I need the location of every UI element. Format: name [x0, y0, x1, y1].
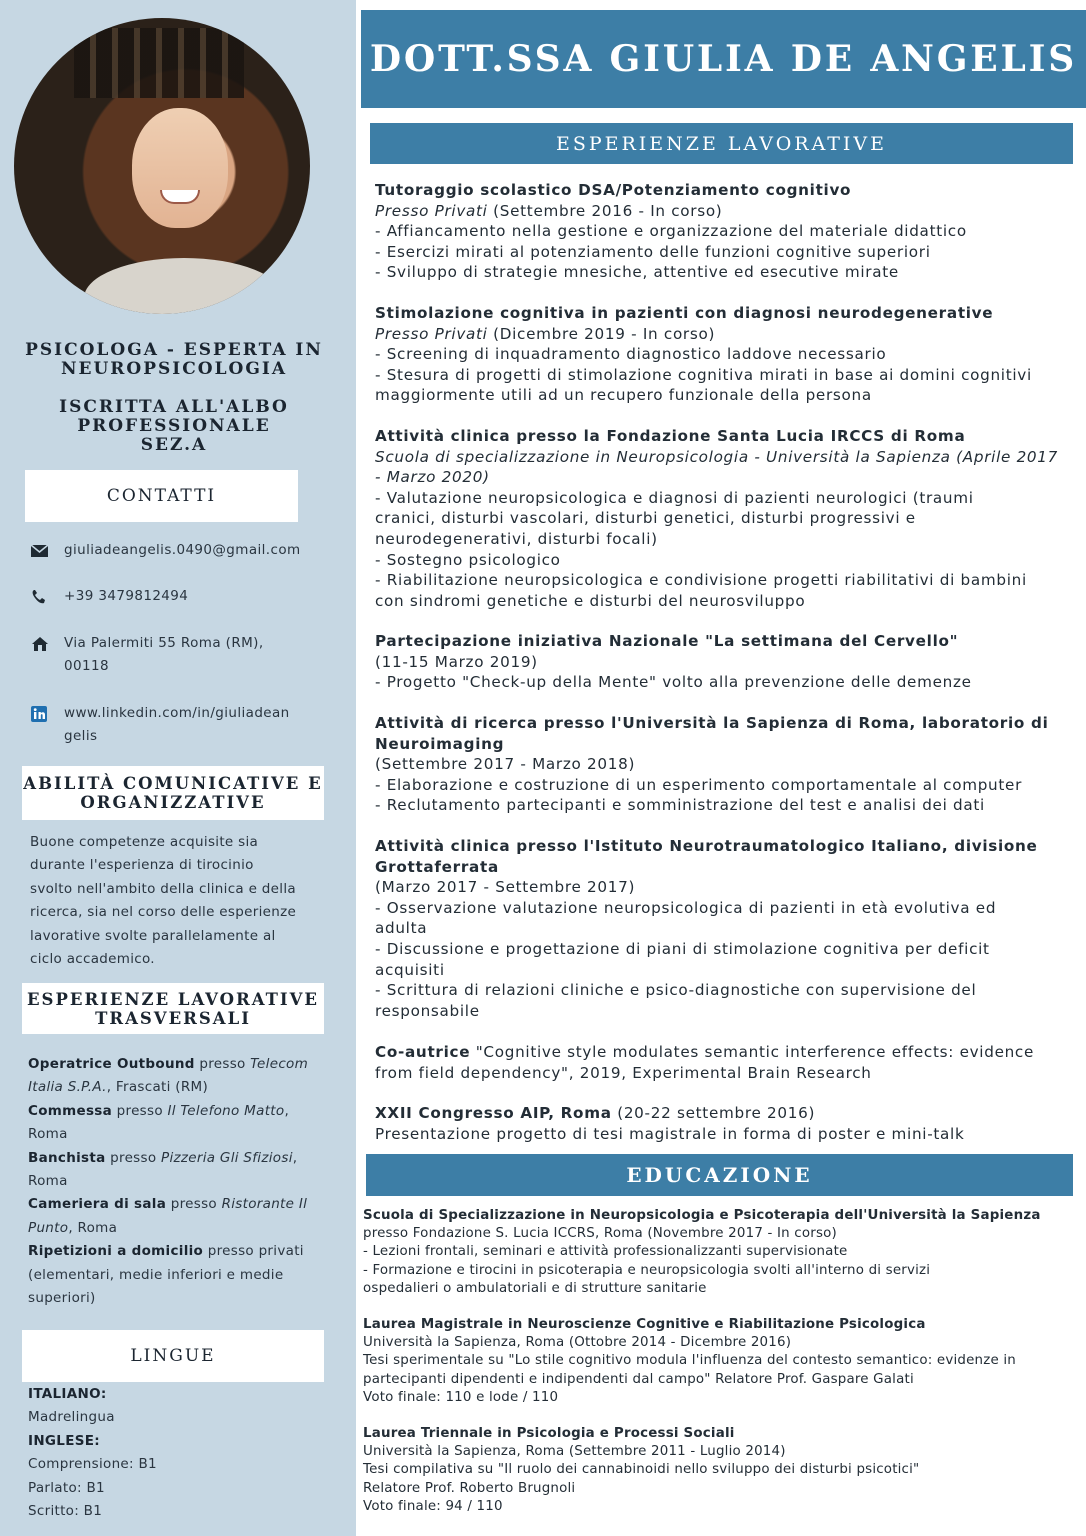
experience-title: Stimolazione cognitiva in pazienti con diagnosi neurodegenerative: [375, 304, 994, 322]
experience-line: [375, 857, 1083, 878]
experience-title: XXII Congresso AIP, Roma: [375, 1104, 612, 1122]
experience-line: [375, 529, 1083, 550]
job-location: ,: [284, 1102, 290, 1119]
experience-line: [375, 960, 1083, 981]
experience-line: [375, 1103, 1083, 1124]
transversal-line: [28, 1264, 328, 1287]
profile-photo: [14, 18, 310, 314]
experience-line: [375, 713, 1083, 734]
transversal-line: [28, 1100, 328, 1123]
experience-detail: - Stesura di progetti di stimolazione cognitiva mirati in base ai domini cognitivi: [375, 365, 1032, 384]
experience-title: Co-autrice: [375, 1043, 471, 1061]
job-text: presso privati: [203, 1243, 304, 1260]
experience-line: [375, 631, 1083, 652]
contact-phone: [30, 585, 330, 609]
contact-address: [30, 632, 330, 680]
transversal-heading-line: TRASVERSALI: [95, 1008, 251, 1028]
education-entry: [363, 1207, 1078, 1298]
transversal-line: [28, 1193, 328, 1216]
transversal-heading: [22, 983, 324, 1034]
mail-icon: [30, 543, 50, 559]
education-line: [363, 1243, 1078, 1261]
education-entry: [363, 1425, 1078, 1516]
experience-detail: - Progetto "Check-up della Mente" volto alla prevenzione delle demenze: [375, 673, 972, 692]
experience-detail: - Sostegno psicologico: [375, 550, 561, 569]
experience-detail: - Esercizi mirati al potenziamento delle funzioni cognitive superiori: [375, 242, 931, 261]
education-detail: partecipanti dipendenti e indipendenti dal campo" Relatore Prof. Gaspare Galati: [363, 1371, 914, 1387]
languages-list: [28, 1383, 328, 1523]
skills-line: ricerca, sia nel corso delle esperienze: [30, 904, 297, 921]
photo-shirt: [84, 258, 284, 314]
education-detail: Relatore Prof. Roberto Brugnoli: [363, 1480, 576, 1496]
language-line: [28, 1430, 328, 1453]
contact-email: [30, 539, 330, 563]
education-line: [363, 1480, 1078, 1498]
transversal-line: [28, 1053, 328, 1076]
skills-line: svolto nell'ambito della clinica e della: [30, 880, 296, 897]
education-detail: - Formazione e tirocini in psicoterapia e neuropsicologia svolti all'interno di servizi: [363, 1262, 931, 1278]
transversal-line: [28, 1076, 328, 1099]
job-text: presso: [112, 1102, 168, 1119]
language-line: [28, 1477, 328, 1500]
experience-line: [375, 570, 1083, 591]
education-line: [363, 1280, 1078, 1298]
job-text: superiori): [28, 1290, 96, 1307]
experience-line: [375, 201, 1083, 222]
employer: Italia S.P.A.: [28, 1079, 107, 1096]
albo-line: PROFESSIONALE: [77, 416, 271, 436]
experience-detail: - Reclutamento partecipanti e somministrazione del test e analisi dei dati: [375, 796, 985, 815]
linkedin-icon: [30, 706, 50, 722]
experience-detail: (Marzo 2017 - Settembre 2017): [375, 878, 636, 897]
experience-detail: acquisiti: [375, 960, 445, 979]
education-detail: Università la Sapienza, Roma (Ottobre 2014 - Dicembre 2016): [363, 1335, 792, 1351]
experience-line: [375, 508, 1083, 529]
job-location: , Roma: [68, 1219, 118, 1236]
experience-line: [375, 344, 1083, 365]
experience-detail: - Discussione e progettazione di piani di stimolazione cognitiva per deficit: [375, 939, 990, 958]
job-text: presso: [105, 1149, 161, 1166]
experience-line: [375, 467, 1083, 488]
experience-line: [375, 1001, 1083, 1022]
experience-line: [375, 836, 1083, 857]
experience-detail: - Elaborazione e costruzione di un esperimento comportamentale al computer: [375, 775, 1023, 794]
education-line: [363, 1389, 1078, 1407]
language-level: Scritto: B1: [28, 1503, 103, 1520]
language-level: Comprensione: B1: [28, 1456, 157, 1473]
education-line: [363, 1334, 1078, 1352]
address-line: Via Palermiti 55 Roma (RM),: [64, 635, 264, 651]
linkedin-link[interactable]: [64, 702, 316, 748]
education-title: Laurea Magistrale in Neuroscienze Cognitive e Riabilitazione Psicologica: [363, 1317, 926, 1332]
education-line: [363, 1207, 1078, 1225]
experience-line: [375, 385, 1083, 406]
language-line: [28, 1453, 328, 1476]
job-title: Banchista: [28, 1149, 106, 1166]
education-line: [363, 1461, 1078, 1479]
experience-detail: responsabile: [375, 1001, 480, 1020]
job-location: ,: [292, 1149, 298, 1166]
experience-line: [375, 324, 1083, 345]
experience-line: [375, 242, 1083, 263]
skills-line: ciclo accademico.: [30, 951, 155, 968]
experience-detail: - Valutazione neuropsicologica e diagnosi di pazienti neurologici (traumi: [375, 488, 974, 507]
experience-line: [375, 591, 1083, 612]
name-banner: [361, 10, 1086, 108]
language-name: ITALIANO:: [28, 1386, 107, 1402]
experience-line: [375, 775, 1083, 796]
experience-detail: adulta: [375, 919, 428, 938]
experience-line: [375, 877, 1083, 898]
education-detail: Tesi compilativa su "Il ruolo dei cannabinoidi nello sviluppo dei disturbi psicotici": [363, 1462, 920, 1478]
experience-line: [375, 550, 1083, 571]
education-detail: ospedalieri o ambulatoriali e di strutture sanitarie: [363, 1280, 707, 1296]
experience-line: [375, 898, 1083, 919]
contacts-heading: CONTATTI: [25, 470, 298, 522]
photo-face: [132, 108, 228, 228]
experience-title: Partecipazione iniziativa Nazionale "La settimana del Cervello": [375, 632, 959, 650]
experience-title: Attività clinica presso la Fondazione Santa Lucia IRCCS di Roma: [375, 427, 966, 445]
email-link[interactable]: giuliadeangelis.0490@gmail.com: [64, 542, 301, 558]
skills-text: [30, 831, 320, 971]
experience-line: [375, 1042, 1083, 1063]
experience-entry: [375, 426, 1083, 611]
job-text: Roma: [28, 1126, 68, 1143]
experience-line: [375, 221, 1083, 242]
page-title: DOTT.SSA GIULIA DE ANGELIS: [369, 38, 1078, 80]
role-line: PSICOLOGA - ESPERTA IN: [25, 340, 323, 360]
experience-line: [375, 734, 1083, 755]
experience-line: [375, 795, 1083, 816]
experience-line: [375, 303, 1083, 324]
skills-heading-line: ORGANIZZATIVE: [80, 793, 266, 812]
experience-detail: from field dependency", 2019, Experimental Brain Research: [375, 1063, 872, 1082]
experience-detail: - Sviluppo di strategie mnesiche, attentive ed esecutive mirate: [375, 263, 899, 282]
experience-entry: [375, 1103, 1083, 1144]
linkedin-line: gelis: [64, 728, 98, 744]
education-line: [363, 1371, 1078, 1389]
experience-line: [375, 1063, 1083, 1084]
language-name: INGLESE:: [28, 1432, 100, 1449]
experience-line: [375, 672, 1083, 693]
experience-detail: - Scrittura di relazioni cliniche e psico-diagnostiche con supervisione del: [375, 981, 977, 1000]
experience-title: Tutoraggio scolastico DSA/Potenziamento cognitivo: [375, 181, 852, 199]
experience-line: [375, 365, 1083, 386]
experience-detail: (11-15 Marzo 2019): [375, 652, 538, 671]
home-icon: [30, 636, 50, 652]
experience-detail: cranici, disturbi vascolari, disturbi genetici, disturbi progressivi e: [375, 509, 916, 528]
education-detail: Università la Sapienza, Roma (Settembre 2011 - Luglio 2014): [363, 1444, 786, 1460]
experience-entry: [375, 303, 1083, 406]
education-line: [363, 1352, 1078, 1370]
education-title: Scuola di Specializzazione in Neuropsicologia e Psicoterapia dell'Università la Sapienza: [363, 1208, 1041, 1223]
employer: Ristorante Il: [221, 1196, 308, 1213]
experience-title: Neuroimaging: [375, 734, 505, 753]
experience-line: [375, 447, 1083, 468]
language-level: Madrelingua: [28, 1409, 115, 1426]
education-line: [363, 1225, 1078, 1243]
photo-background: [74, 28, 244, 98]
albo-line: ISCRITTA ALL'ALBO: [59, 397, 289, 417]
transversal-line: [28, 1217, 328, 1240]
job-text: (elementari, medie inferiori e medie: [28, 1266, 284, 1283]
employer: Punto: [28, 1219, 69, 1236]
experience-entry: [375, 1042, 1083, 1083]
education-line: [363, 1316, 1078, 1334]
experience-detail: con sindromi genetiche e disturbi del neurosviluppo: [375, 591, 806, 610]
experience-detail: neurodegenerativi, disturbi focali): [375, 529, 658, 548]
experience-place: Presso Privati: [375, 324, 488, 343]
skills-line: durante l'esperienza di tirocinio: [30, 857, 254, 874]
experience-heading: ESPERIENZE LAVORATIVE: [370, 123, 1073, 164]
education-title: Laurea Triennale in Psicologia e Processi Sociali: [363, 1426, 735, 1441]
employer: Il Telefono Matto: [167, 1102, 285, 1119]
experience-line: [375, 1124, 1083, 1145]
experience-line: [375, 980, 1083, 1001]
education-line: [363, 1498, 1078, 1516]
language-level: Parlato: B1: [28, 1479, 105, 1496]
education-detail: Voto finale: 94 / 110: [363, 1498, 503, 1514]
experience-entry: [375, 713, 1083, 816]
skills-heading: [22, 766, 324, 820]
main-content: [356, 0, 1086, 1536]
education-detail: - Lezioni frontali, seminari e attività professionalizzanti supervisionate: [363, 1244, 848, 1260]
job-text: presso: [194, 1056, 251, 1072]
language-line: [28, 1406, 328, 1429]
experience-detail: "Cognitive style modulates semantic interference effects: evidence: [470, 1043, 1035, 1061]
experience-line: [375, 918, 1083, 939]
education-detail: presso Fondazione S. Lucia ICCRS, Roma (Novembre 2017 - In corso): [363, 1226, 837, 1242]
employer: Pizzeria Gli Sfiziosi: [161, 1149, 293, 1166]
experience-line: [375, 488, 1083, 509]
experience-line: [375, 939, 1083, 960]
role-title: [22, 341, 326, 379]
skills-line: lavorative svolte parallelamente al: [30, 927, 276, 944]
education-line: [363, 1262, 1078, 1280]
address-line: 00118: [64, 658, 109, 674]
transversal-list: [28, 1053, 328, 1310]
experience-detail: (Dicembre 2019 - In corso): [487, 324, 716, 343]
experience-title: Attività clinica presso l'Istituto Neurotraumatologico Italiano, divisione: [375, 837, 1038, 855]
experience-detail: (Settembre 2017 - Marzo 2018): [375, 755, 636, 774]
experience-title: Grottaferrata: [375, 857, 499, 876]
phone-icon: [30, 589, 50, 605]
experience-place: Presso Privati: [375, 201, 488, 220]
education-detail: Voto finale: 110 e lode / 110: [363, 1389, 559, 1405]
transversal-line: [28, 1170, 328, 1193]
education-heading: EDUCAZIONE: [366, 1154, 1073, 1196]
experience-line: [375, 180, 1083, 201]
language-line: [28, 1383, 328, 1406]
experience-line: [375, 754, 1083, 775]
job-title: Cameriera di sala: [28, 1196, 167, 1213]
phone-number[interactable]: +39 3479812494: [64, 588, 189, 604]
sidebar: [0, 0, 356, 1536]
contact-linkedin: [30, 702, 330, 750]
job-text: presso: [166, 1196, 222, 1213]
experience-detail: maggiormente utili ad un recupero funzionale della persona: [375, 386, 872, 405]
experience-entry: [375, 836, 1083, 1021]
education-line: [363, 1425, 1078, 1443]
linkedin-line: www.linkedin.com/in/giuliadean: [64, 705, 290, 721]
experience-detail: Presentazione progetto di tesi magistrale in forma di poster e mini-talk: [375, 1124, 965, 1143]
experience-detail: - Screening di inquadramento diagnostico laddove necessario: [375, 345, 887, 364]
albo-registration: [22, 398, 326, 455]
address-text: [64, 632, 316, 678]
employer: Telecom: [250, 1056, 309, 1072]
experience-line: [375, 426, 1083, 447]
skills-line: Buone competenze acquisite sia: [30, 834, 259, 850]
experience-detail: - Osservazione valutazione neuropsicologica di pazienti in età evolutiva ed: [375, 898, 997, 917]
experience-detail: (20-22 settembre 2016): [611, 1104, 816, 1122]
job-title: Operatrice Outbound: [28, 1056, 195, 1072]
transversal-line: [28, 1147, 328, 1170]
experience-detail: (Settembre 2016 - In corso): [487, 201, 723, 220]
transversal-heading-line: ESPERIENZE LAVORATIVE: [26, 989, 319, 1009]
transversal-line: [28, 1123, 328, 1146]
experience-entry: [375, 631, 1083, 693]
language-line: [28, 1500, 328, 1523]
job-text: Roma: [28, 1173, 68, 1190]
education-detail: Tesi sperimentale su "Lo stile cognitivo modula l'influenza del contesto semantico: evidenze in: [363, 1353, 1016, 1369]
experience-detail: - Riabilitazione neuropsicologica e condivisione progetti riabilitativi di bambini: [375, 571, 1027, 590]
job-title: Commessa: [28, 1102, 113, 1119]
experience-detail: - Affiancamento nella gestione e organizzazione del materiale didattico: [375, 222, 967, 241]
transversal-line: [28, 1287, 328, 1310]
job-title: Ripetizioni a domicilio: [28, 1243, 204, 1260]
experience-line: [375, 652, 1083, 673]
albo-line: SEZ.A: [140, 435, 208, 455]
experience-entry: [375, 180, 1083, 283]
job-location: , Frascati (RM): [106, 1079, 209, 1096]
education-entry: [363, 1316, 1078, 1407]
role-line: NEUROPSICOLOGIA: [60, 359, 288, 379]
education-line: [363, 1443, 1078, 1461]
skills-heading-line: ABILITÀ COMUNICATIVE E: [23, 774, 323, 793]
experience-place: - Marzo 2020): [375, 468, 490, 487]
experience-line: [375, 262, 1083, 283]
experience-title: Attività di ricerca presso l'Università la Sapienza di Roma, laboratorio di: [375, 714, 1049, 732]
languages-heading: LINGUE: [22, 1330, 324, 1382]
experience-place: Scuola di specializzazione in Neuropsicologia - Università la Sapienza (Aprile 2017: [375, 447, 1059, 466]
transversal-line: [28, 1240, 328, 1263]
